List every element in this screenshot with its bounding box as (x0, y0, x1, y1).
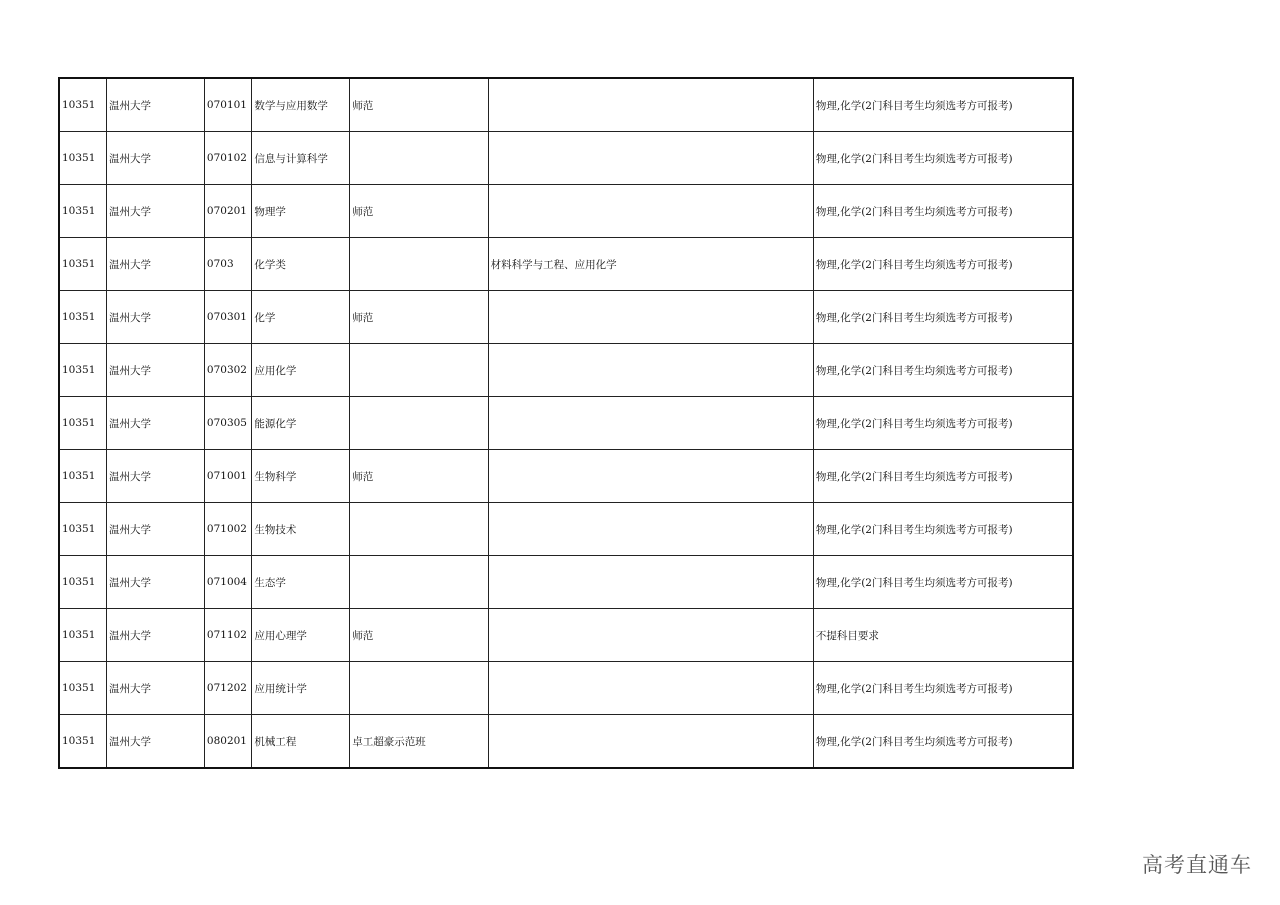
table-row (59, 450, 1073, 503)
major-name-cell: 应用心理学 (252, 609, 350, 662)
major-name-cell: 生物技术 (252, 503, 350, 556)
included-majors-cell (488, 503, 813, 556)
school-code-cell: 10351 (59, 715, 106, 769)
table-row (59, 132, 1073, 185)
included-majors-cell (488, 132, 813, 185)
school-code-cell: 10351 (59, 503, 106, 556)
major-note-cell (350, 344, 488, 397)
major-name-cell: 能源化学 (252, 397, 350, 450)
subject-requirement-cell: 物理,化学(2门科目考生均须选考方可报考) (813, 503, 1073, 556)
included-majors-cell (488, 344, 813, 397)
included-majors-cell (488, 556, 813, 609)
school-name-cell: 温州大学 (106, 715, 204, 769)
subject-requirement-cell: 物理,化学(2门科目考生均须选考方可报考) (813, 397, 1073, 450)
major-name-cell: 应用化学 (252, 344, 350, 397)
subject-requirement-cell: 物理,化学(2门科目考生均须选考方可报考) (813, 344, 1073, 397)
major-note-cell: 师范 (350, 185, 488, 238)
school-name-cell: 温州大学 (106, 662, 204, 715)
major-note-cell (350, 132, 488, 185)
table-row (59, 715, 1073, 769)
school-code-cell: 10351 (59, 662, 106, 715)
table-row (59, 291, 1073, 344)
school-code-cell: 10351 (59, 344, 106, 397)
school-code-cell: 10351 (59, 556, 106, 609)
major-name-cell: 数学与应用数学 (252, 78, 350, 132)
subject-requirement-cell: 物理,化学(2门科目考生均须选考方可报考) (813, 556, 1073, 609)
table-row (59, 78, 1073, 132)
major-name-cell: 化学类 (252, 238, 350, 291)
table-row (59, 556, 1073, 609)
subject-requirement-cell: 物理,化学(2门科目考生均须选考方可报考) (813, 291, 1073, 344)
included-majors-cell (488, 291, 813, 344)
table-row (59, 397, 1073, 450)
major-note-cell: 师范 (350, 78, 488, 132)
major-code-cell: 080201 (204, 715, 251, 769)
subject-requirement-cell: 物理,化学(2门科目考生均须选考方可报考) (813, 662, 1073, 715)
major-code-cell: 0703 (204, 238, 251, 291)
table-row (59, 662, 1073, 715)
subject-requirement-cell: 物理,化学(2门科目考生均须选考方可报考) (813, 132, 1073, 185)
major-code-cell: 071202 (204, 662, 251, 715)
major-code-cell: 071004 (204, 556, 251, 609)
school-name-cell: 温州大学 (106, 344, 204, 397)
major-note-cell (350, 556, 488, 609)
table-row (59, 344, 1073, 397)
major-code-cell: 070101 (204, 78, 251, 132)
major-name-cell: 机械工程 (252, 715, 350, 769)
school-name-cell: 温州大学 (106, 291, 204, 344)
subject-requirement-cell: 不提科目要求 (813, 609, 1073, 662)
school-code-cell: 10351 (59, 238, 106, 291)
school-name-cell: 温州大学 (106, 450, 204, 503)
major-name-cell: 生物科学 (252, 450, 350, 503)
subject-requirement-cell: 物理,化学(2门科目考生均须选考方可报考) (813, 185, 1073, 238)
school-name-cell: 温州大学 (106, 78, 204, 132)
major-name-cell: 应用统计学 (252, 662, 350, 715)
included-majors-cell (488, 397, 813, 450)
school-code-cell: 10351 (59, 609, 106, 662)
included-majors-cell (488, 450, 813, 503)
school-name-cell: 温州大学 (106, 238, 204, 291)
major-name-cell: 信息与计算科学 (252, 132, 350, 185)
school-name-cell: 温州大学 (106, 556, 204, 609)
school-name-cell: 温州大学 (106, 609, 204, 662)
included-majors-cell (488, 185, 813, 238)
major-name-cell: 化学 (252, 291, 350, 344)
school-code-cell: 10351 (59, 397, 106, 450)
major-code-cell: 070301 (204, 291, 251, 344)
included-majors-cell (488, 609, 813, 662)
included-majors-cell (488, 78, 813, 132)
major-note-cell (350, 238, 488, 291)
major-code-cell: 070201 (204, 185, 251, 238)
major-name-cell: 生态学 (252, 556, 350, 609)
major-code-cell: 070102 (204, 132, 251, 185)
school-name-cell: 温州大学 (106, 185, 204, 238)
major-name-cell: 物理学 (252, 185, 350, 238)
major-note-cell (350, 662, 488, 715)
major-note-cell (350, 397, 488, 450)
major-code-cell: 071002 (204, 503, 251, 556)
included-majors-cell (488, 662, 813, 715)
subject-requirement-cell: 物理,化学(2门科目考生均须选考方可报考) (813, 238, 1073, 291)
major-code-cell: 070302 (204, 344, 251, 397)
major-note-cell: 师范 (350, 291, 488, 344)
school-code-cell: 10351 (59, 132, 106, 185)
school-code-cell: 10351 (59, 185, 106, 238)
included-majors-cell: 材料科学与工程、应用化学 (488, 238, 813, 291)
table-row (59, 503, 1073, 556)
table-row (59, 185, 1073, 238)
school-name-cell: 温州大学 (106, 397, 204, 450)
table-body (59, 78, 1073, 768)
subject-requirement-cell: 物理,化学(2门科目考生均须选考方可报考) (813, 78, 1073, 132)
table-row (59, 609, 1073, 662)
major-note-cell (350, 503, 488, 556)
major-note-cell: 卓工超豪示范班 (350, 715, 488, 769)
major-code-cell: 071102 (204, 609, 251, 662)
school-code-cell: 10351 (59, 78, 106, 132)
school-code-cell: 10351 (59, 450, 106, 503)
school-name-cell: 温州大学 (106, 503, 204, 556)
major-note-cell: 师范 (350, 609, 488, 662)
major-code-cell: 071001 (204, 450, 251, 503)
subject-requirement-cell: 物理,化学(2门科目考生均须选考方可报考) (813, 450, 1073, 503)
major-code-cell: 070305 (204, 397, 251, 450)
major-requirements-table (58, 77, 1074, 769)
school-code-cell: 10351 (59, 291, 106, 344)
watermark-text: 高考直通车 (1142, 853, 1252, 877)
major-note-cell: 师范 (350, 450, 488, 503)
school-name-cell: 温州大学 (106, 132, 204, 185)
subject-requirement-cell: 物理,化学(2门科目考生均须选考方可报考) (813, 715, 1073, 769)
included-majors-cell (488, 715, 813, 769)
table-row (59, 238, 1073, 291)
